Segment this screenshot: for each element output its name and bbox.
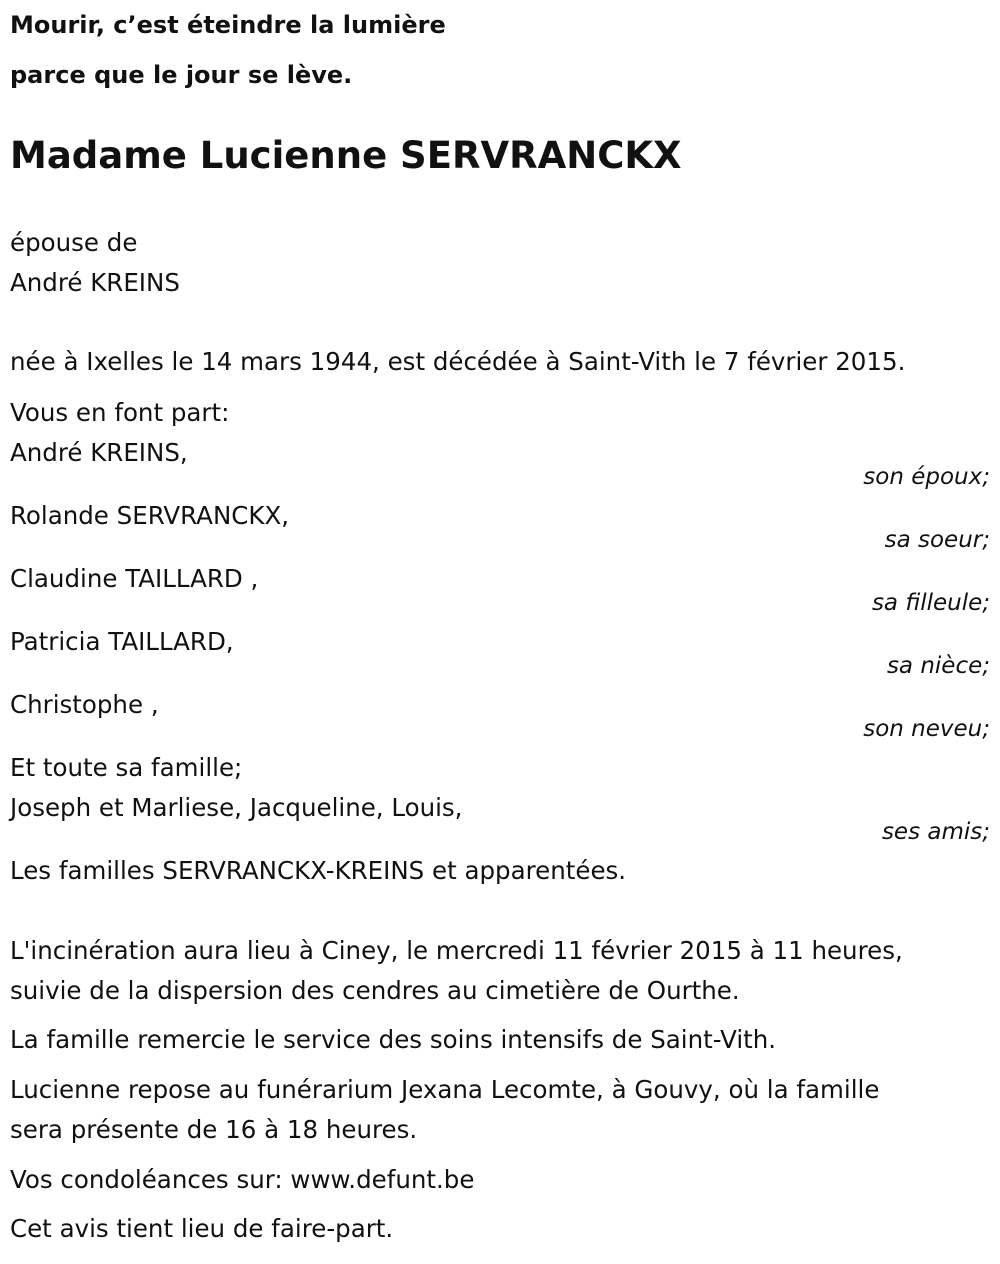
mourner-relation: sa soeur; [884, 527, 990, 553]
deceased-name: Madame Lucienne SERVRANCKX [10, 134, 682, 177]
friends-relation: ses amis; [881, 819, 990, 845]
mourner-relation: sa filleule; [871, 590, 990, 616]
friends-names: Joseph et Marliese, Jacqueline, Louis, [10, 793, 463, 822]
cremation-line-1: L'incinération aura lieu à Ciney, le mercredi 11 février 2015 à 11 heures, [10, 936, 903, 965]
spouse-intro: épouse de [10, 228, 138, 257]
obituary-notice [10, 0, 990, 1264]
rest-line-2: sera présente de 16 à 18 heures. [10, 1115, 418, 1144]
condolences-line: Vos condoléances sur: www.defunt.be [10, 1165, 475, 1194]
mourner-name: Rolande SERVRANCKX, [10, 501, 290, 530]
spouse-name: André KREINS [10, 268, 180, 297]
cremation-line-2: suivie de la dispersion des cendres au cimetière de Ourthe. [10, 976, 740, 1005]
mourner-name: Christophe , [10, 690, 159, 719]
rest-line-1: Lucienne repose au funérarium Jexana Lecomte, à Gouvy, où la famille [10, 1075, 880, 1104]
mourner-relation: son époux; [863, 464, 990, 490]
mourner-name: Patricia TAILLARD, [10, 627, 234, 656]
families-line: Les familles SERVRANCKX-KREINS et apparentées. [10, 856, 627, 885]
motto-line-2: parce que le jour se lève. [10, 61, 353, 89]
mourner-relation: son neveu; [863, 716, 990, 742]
mourner-name: Claudine TAILLARD , [10, 564, 259, 593]
birth-death-line: née à Ixelles le 14 mars 1944, est décédée à Saint-Vith le 7 février 2015. [10, 347, 906, 376]
family-line: Et toute sa famille; [10, 753, 243, 782]
notice-line: Cet avis tient lieu de faire-part. [10, 1214, 394, 1243]
thanks-line: La famille remercie le service des soins intensifs de Saint-Vith. [10, 1025, 777, 1054]
mourner-relation: sa nièce; [886, 653, 990, 679]
mourner-name: André KREINS, [10, 438, 188, 467]
motto-line-1: Mourir, c’est éteindre la lumière [10, 11, 446, 39]
announcement-intro: Vous en font part: [10, 398, 230, 427]
